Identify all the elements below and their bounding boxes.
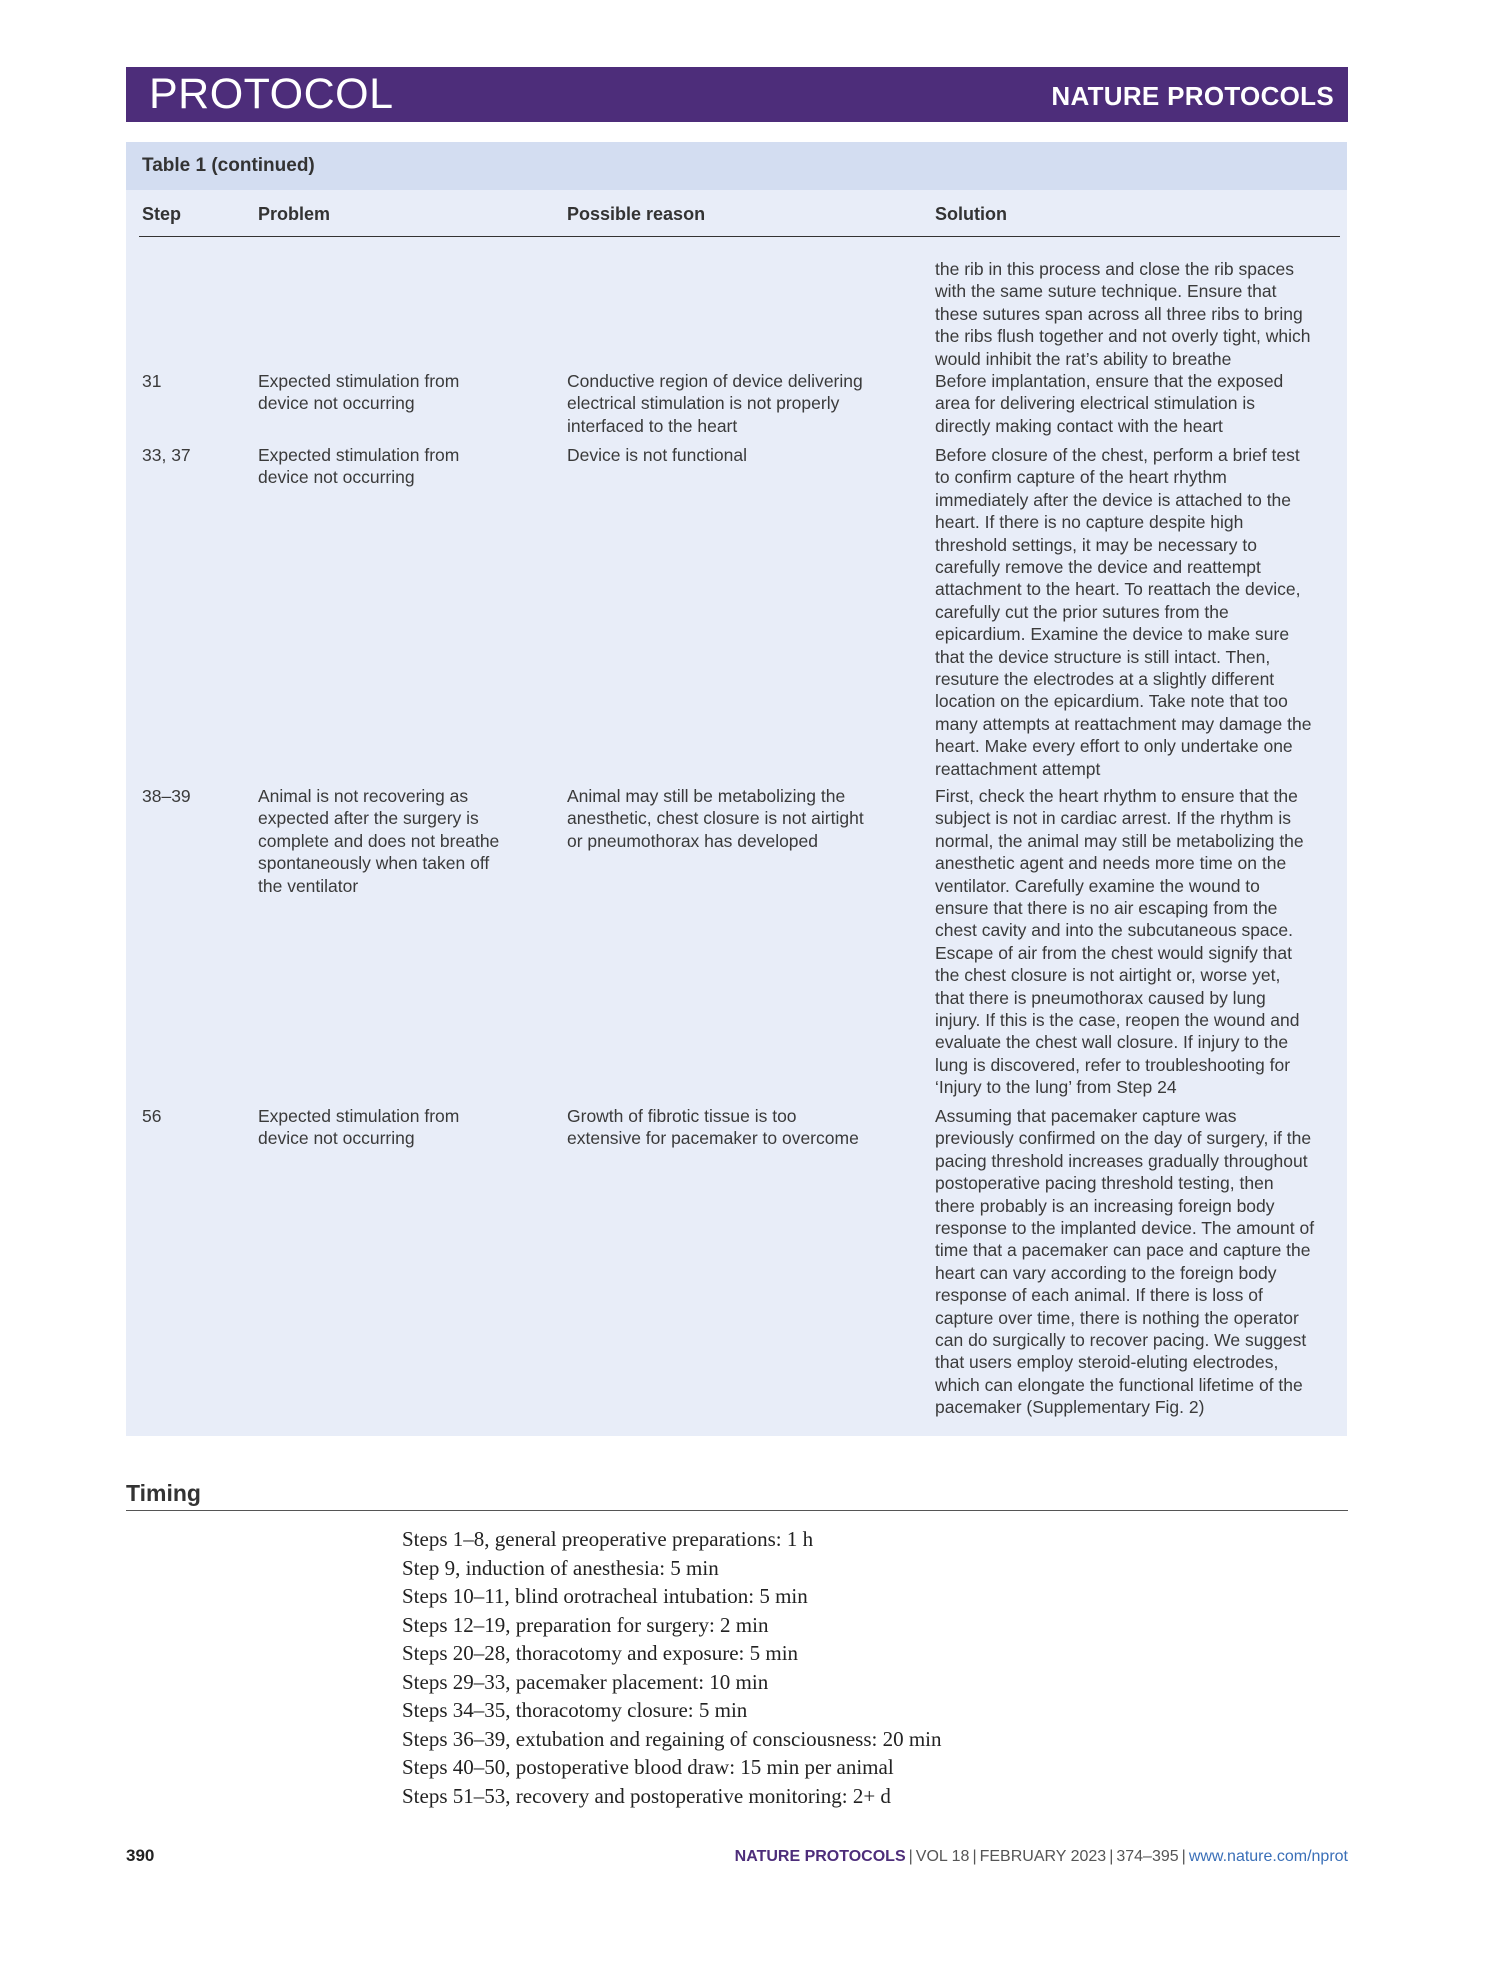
timing-item: Steps 36–39, extubation and regaining of consciousness: 20 min — [402, 1726, 942, 1751]
cell-line: location on the epicardium. Take note that too — [935, 691, 1288, 712]
cell-line: 33, 37 — [142, 445, 191, 465]
cell-line: First, check the heart rhythm to ensure that the — [935, 786, 1298, 806]
cell-line: reattachment attempt — [935, 758, 1101, 779]
cell-line: capture over time, there is nothing the operator — [935, 1307, 1299, 1328]
table-cell-step — [142, 370, 242, 392]
cell-line: ‘Injury to the lung’ from Step 24 — [935, 1077, 1177, 1098]
cell-line: Animal may still be metabolizing the — [567, 786, 846, 806]
table-cell-solution — [935, 258, 1347, 370]
timing-item: Steps 10–11, blind orotracheal intubation: 5 min — [402, 1584, 808, 1608]
cell-line: subject is not in cardiac arrest. If the rhythm is — [935, 808, 1291, 829]
cell-line: 38–39 — [142, 786, 191, 806]
cell-line: heart can vary according to the foreign body — [935, 1262, 1277, 1283]
cell-line: the chest closure is not airtight or, worse yet, — [935, 965, 1281, 986]
cell-line: ensure that there is no air escaping from the — [935, 898, 1278, 919]
cell-line: epicardium. Examine the device to make sure — [935, 624, 1290, 645]
cell-line: there probably is an increasing foreign body — [935, 1195, 1275, 1216]
cell-line: injury. If this is the case, reopen the wound and — [935, 1010, 1300, 1031]
timing-item: Steps 29–33, pacemaker placement: 10 min — [402, 1669, 769, 1694]
footer-url-link[interactable]: www.nature.com/nprot — [1188, 1848, 1348, 1865]
cell-line: attachment to the heart. To reattach the device, — [935, 579, 1301, 600]
table-header-row — [139, 190, 1340, 237]
cell-line: electrical stimulation is not properly — [567, 393, 840, 414]
cell-line: heart. Make every effort to only undertake one — [935, 736, 1293, 757]
cell-line: chest cavity and into the subcutaneous space. — [935, 920, 1294, 941]
cell-line: complete and does not breathe — [258, 830, 500, 851]
table-cell-solution — [935, 370, 1347, 437]
cell-line: anesthetic agent and needs more time on the — [935, 853, 1287, 874]
cell-line: anesthetic, chest closure is not airtight — [567, 808, 864, 829]
cell-line: area for delivering electrical stimulation is — [935, 393, 1255, 414]
cell-line: that there is pneumothorax caused by lung — [935, 987, 1266, 1008]
cell-line: Expected stimulation from — [258, 371, 460, 391]
cell-line: 56 — [142, 1106, 162, 1126]
cell-line: Growth of fibrotic tissue is too — [567, 1106, 797, 1126]
cell-line: the ribs flush together and not overly tight, which — [935, 326, 1311, 347]
cell-line: threshold settings, it may be necessary to — [935, 534, 1257, 555]
cell-line: resuture the electrodes at a slightly different — [935, 669, 1275, 690]
section-label: PROTOCOL — [149, 70, 394, 118]
footer-citation: NATURE PROTOCOLS | VOL 18 | FEBRUARY 2023 | 374–395 | www.nature.com/nprot — [734, 1848, 1348, 1865]
cell-line: device not occurring — [258, 393, 415, 414]
cell-line: previously confirmed on the day of surgery, if the — [935, 1128, 1312, 1149]
cell-line: spontaneously when taken off — [258, 853, 490, 874]
cell-line: Before closure of the chest, perform a brief test — [935, 445, 1300, 465]
timing-divider — [126, 1510, 1348, 1511]
cell-line: expected after the surgery is — [258, 808, 479, 829]
cell-line: to confirm capture of the heart rhythm — [935, 467, 1227, 488]
table-cell-reason — [567, 444, 917, 466]
cell-line: which can elongate the functional lifetime of the — [935, 1374, 1303, 1395]
timing-heading: Timing — [126, 1480, 201, 1506]
table-cell-reason — [567, 1105, 917, 1150]
footer-date: FEBRUARY 2023 — [979, 1848, 1107, 1865]
cell-line: carefully remove the device and reattempt — [935, 557, 1261, 578]
cell-line: would inhibit the rat’s ability to breathe — [935, 348, 1232, 369]
table-cell-step — [142, 785, 242, 807]
table-cell-problem — [258, 1105, 548, 1150]
table-cell-problem — [258, 370, 548, 415]
cell-line: that users employ steroid-eluting electrodes, — [935, 1352, 1279, 1373]
column-header-reason: Possible reason — [567, 204, 706, 224]
cell-line: device not occurring — [258, 467, 415, 488]
cell-line: extensive for pacemaker to overcome — [567, 1128, 859, 1149]
table-cell-reason — [567, 370, 917, 437]
table-cell-problem — [258, 785, 548, 897]
table-cell-step — [142, 1105, 242, 1127]
cell-line: interfaced to the heart — [567, 415, 738, 436]
table-cell-problem — [258, 444, 548, 489]
cell-line: Conductive region of device delivering — [567, 371, 863, 391]
cell-line: that the device structure is still intact. Then, — [935, 646, 1271, 667]
timing-item: Steps 34–35, thoracotomy closure: 5 min — [402, 1698, 748, 1722]
cell-line: ventilator. Carefully examine the wound to — [935, 875, 1260, 896]
column-header-solution: Solution — [935, 204, 1007, 224]
cell-line: immediately after the device is attached to the — [935, 489, 1292, 510]
table-cell-solution — [935, 1105, 1347, 1419]
footer-journal: NATURE PROTOCOLS — [734, 1848, 906, 1865]
cell-line: device not occurring — [258, 1128, 415, 1149]
timing-item: Steps 12–19, preparation for surgery: 2 min — [402, 1612, 769, 1637]
timing-item: Steps 40–50, postoperative blood draw: 15 min per animal — [402, 1755, 894, 1779]
timing-item: Steps 1–8, general preoperative preparations: 1 h — [402, 1527, 814, 1551]
table-cell-step — [142, 444, 242, 466]
cell-line: many attempts at reattachment may damage the — [935, 713, 1312, 734]
table-cell-solution — [935, 444, 1347, 780]
timing-item: Step 9, induction of anesthesia: 5 min — [402, 1555, 719, 1580]
cell-line: normal, the animal may still be metabolizing the — [935, 830, 1304, 851]
cell-line: with the same suture technique. Ensure that — [935, 281, 1277, 302]
cell-line: can do surgically to recover pacing. We suggest — [935, 1330, 1307, 1351]
cell-line: Device is not functional — [567, 445, 747, 465]
timing-item: Steps 20–28, thoracotomy and exposure: 5 min — [402, 1641, 799, 1665]
cell-line: Escape of air from the chest would signify that — [935, 942, 1292, 963]
cell-line: the rib in this process and close the rib spaces — [935, 259, 1294, 279]
table-caption: Table 1 (continued) — [126, 142, 1347, 190]
cell-line: Assuming that pacemaker capture was — [935, 1106, 1237, 1126]
cell-line: Before implantation, ensure that the exposed — [935, 371, 1284, 391]
timing-item: Steps 51–53, recovery and postoperative monitoring: 2+ d — [402, 1783, 891, 1808]
cell-line: time that a pacemaker can pace and capture the — [935, 1240, 1311, 1261]
cell-line: carefully cut the prior sutures from the — [935, 601, 1229, 622]
page-number: 390 — [126, 1846, 155, 1865]
table-cell-reason — [567, 785, 917, 852]
cell-line: these sutures span across all three ribs to bring — [935, 303, 1303, 324]
cell-line: or pneumothorax has developed — [567, 830, 819, 851]
cell-line: 31 — [142, 371, 162, 391]
cell-line: response of each animal. If there is loss of — [935, 1285, 1263, 1306]
cell-line: heart. If there is no capture despite high — [935, 512, 1244, 533]
cell-line: lung is discovered, refer to troubleshooting for — [935, 1054, 1291, 1075]
header-banner — [126, 67, 1348, 122]
footer-volume: VOL 18 — [915, 1848, 970, 1865]
cell-line: Animal is not recovering as — [258, 786, 469, 806]
cell-line: pacing threshold increases gradually throughout — [935, 1150, 1308, 1171]
table-cell-solution — [935, 785, 1347, 1099]
cell-line: postoperative pacing threshold testing, then — [935, 1173, 1274, 1194]
footer-pages: 374–395 — [1116, 1848, 1179, 1865]
cell-line: the ventilator — [258, 875, 359, 896]
troubleshooting-table — [126, 142, 1347, 1436]
column-header-step: Step — [142, 204, 182, 224]
cell-line: Expected stimulation from — [258, 1106, 460, 1126]
timing-list — [402, 1525, 942, 1810]
cell-line: evaluate the chest wall closure. If injury to the — [935, 1032, 1289, 1053]
cell-line: response to the implanted device. The amount of — [935, 1218, 1315, 1239]
cell-line: Expected stimulation from — [258, 445, 460, 465]
journal-label: NATURE PROTOCOLS — [1051, 81, 1334, 111]
cell-line: pacemaker (Supplementary Fig. 2) — [935, 1397, 1205, 1418]
cell-line: directly making contact with the heart — [935, 415, 1223, 436]
column-header-problem: Problem — [258, 204, 331, 224]
